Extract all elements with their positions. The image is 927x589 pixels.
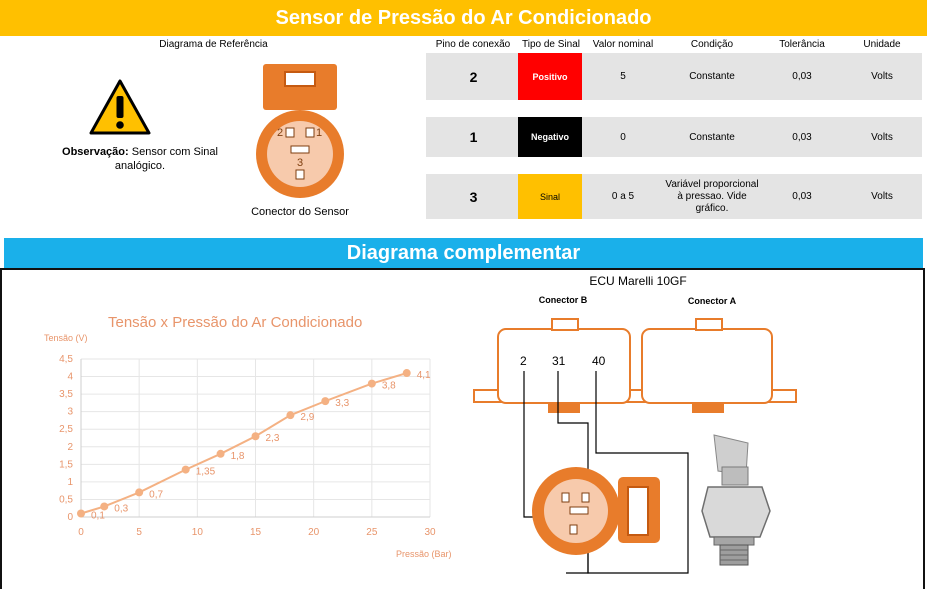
observation-label: Observação: — [62, 146, 129, 158]
y-tick-label: 3,5 — [59, 389, 73, 401]
pressure-sensor-image — [702, 435, 770, 565]
header-condition: Condição — [690, 39, 734, 50]
data-point — [182, 466, 190, 474]
ecu-pin-31: 31 — [552, 354, 566, 368]
data-label: 3,8 — [381, 380, 396, 392]
row-signal: Sinal — [518, 174, 582, 219]
row-condition: Variável proporcional à pressao. Vide gráfico. — [665, 178, 759, 214]
chart-title: Tensão x Pressão do Ar Condicionado — [108, 314, 363, 331]
data-point — [321, 397, 329, 405]
data-label: 1,8 — [230, 450, 245, 462]
y-tick-label: 2,5 — [59, 424, 73, 436]
x-tick-label: 20 — [308, 527, 320, 538]
chart-ylabel: Tensão (V) — [44, 333, 88, 343]
x-tick-label: 30 — [424, 527, 436, 538]
data-label: 2,9 — [300, 412, 315, 424]
ecu-pin-2: 2 — [520, 354, 527, 368]
table-row — [426, 53, 922, 100]
row-tolerance: 0,03 — [792, 71, 812, 82]
row-tolerance: 0,03 — [792, 131, 812, 143]
table-row — [426, 117, 922, 157]
y-tick-label: 3 — [67, 406, 73, 418]
ecu-title: ECU Marelli 10GF — [589, 274, 687, 288]
ecu-pin-40: 40 — [592, 354, 606, 368]
connector-a-label: Conector A — [687, 296, 737, 306]
connector-b-label: Conector B — [538, 295, 588, 305]
harness-connector — [532, 467, 660, 555]
ecu-wiring-diagram — [470, 315, 805, 585]
row-signal: Positivo — [518, 53, 582, 100]
x-tick-label: 5 — [136, 527, 142, 538]
row-unit: Volts — [871, 131, 893, 143]
complementary-title: Diagrama complementar — [4, 238, 923, 268]
row-signal: Negativo — [518, 117, 582, 157]
chart-xlabel: Pressão (Bar) — [396, 549, 452, 559]
reference-panel — [4, 53, 423, 235]
y-tick-label: 4 — [67, 371, 73, 383]
data-label: 1,35 — [195, 466, 216, 478]
sensor-connector-diagram — [255, 62, 345, 204]
row-nominal: 0 — [620, 131, 626, 143]
header-pin: Pino de conexão — [435, 39, 511, 50]
x-tick-label: 10 — [191, 527, 203, 538]
x-tick-label: 15 — [249, 527, 262, 538]
observation-text: Sensor com Sinal analógico. — [114, 146, 218, 172]
row-pin: 3 — [469, 188, 478, 205]
row-nominal: 5 — [620, 71, 626, 82]
y-tick-label: 4,5 — [59, 354, 73, 365]
ecu-connector-a — [642, 329, 772, 403]
data-point — [286, 411, 294, 419]
header-tolerance: Tolerância — [779, 39, 825, 50]
row-unit: Volts — [871, 71, 893, 82]
x-tick-label: 25 — [366, 527, 378, 538]
data-point — [252, 432, 260, 440]
page-title: Sensor de Pressão do Ar Condicionado — [0, 0, 927, 36]
connector-pin-2: 2 — [277, 127, 284, 139]
connector-label: Conector do Sensor — [251, 206, 349, 218]
warning-icon — [88, 78, 152, 136]
row-tolerance: 0,03 — [792, 191, 812, 202]
row-condition: Constante — [689, 131, 735, 143]
y-tick-label: 0,5 — [59, 494, 73, 506]
header-reference: Diagrama de Referência — [159, 39, 268, 50]
data-point — [403, 369, 411, 377]
header-nominal: Valor nominal — [592, 39, 654, 50]
header-signal-type: Tipo de Sinal — [522, 39, 580, 50]
data-point — [368, 380, 376, 388]
data-point — [217, 450, 225, 458]
data-label: 4,1 — [416, 370, 431, 382]
row-pin: 1 — [469, 129, 478, 145]
row-pin: 2 — [469, 68, 478, 85]
x-tick-label: 0 — [78, 527, 84, 538]
data-label: 3,3 — [335, 398, 350, 410]
data-point — [77, 509, 85, 517]
y-tick-label: 1 — [67, 476, 73, 488]
header-unit: Unidade — [863, 39, 901, 50]
connector-pin-1: 1 — [316, 127, 323, 139]
row-nominal: 0 a 5 — [611, 191, 635, 202]
y-tick-label: 2 — [67, 441, 73, 453]
connector-pin-3: 3 — [297, 157, 304, 169]
row-unit: Volts — [871, 191, 893, 202]
voltage-pressure-chart — [20, 305, 460, 565]
y-tick-label: 0 — [67, 512, 73, 523]
data-label: 0,1 — [91, 510, 105, 522]
data-label: 2,3 — [265, 433, 280, 445]
table-row — [426, 174, 922, 219]
data-label: 0,7 — [149, 489, 164, 501]
row-condition: Constante — [689, 71, 735, 82]
data-point — [135, 488, 143, 496]
data-point — [100, 502, 108, 510]
observation — [40, 145, 240, 173]
y-tick-label: 1,5 — [59, 459, 73, 471]
data-label: 0,3 — [114, 503, 129, 515]
